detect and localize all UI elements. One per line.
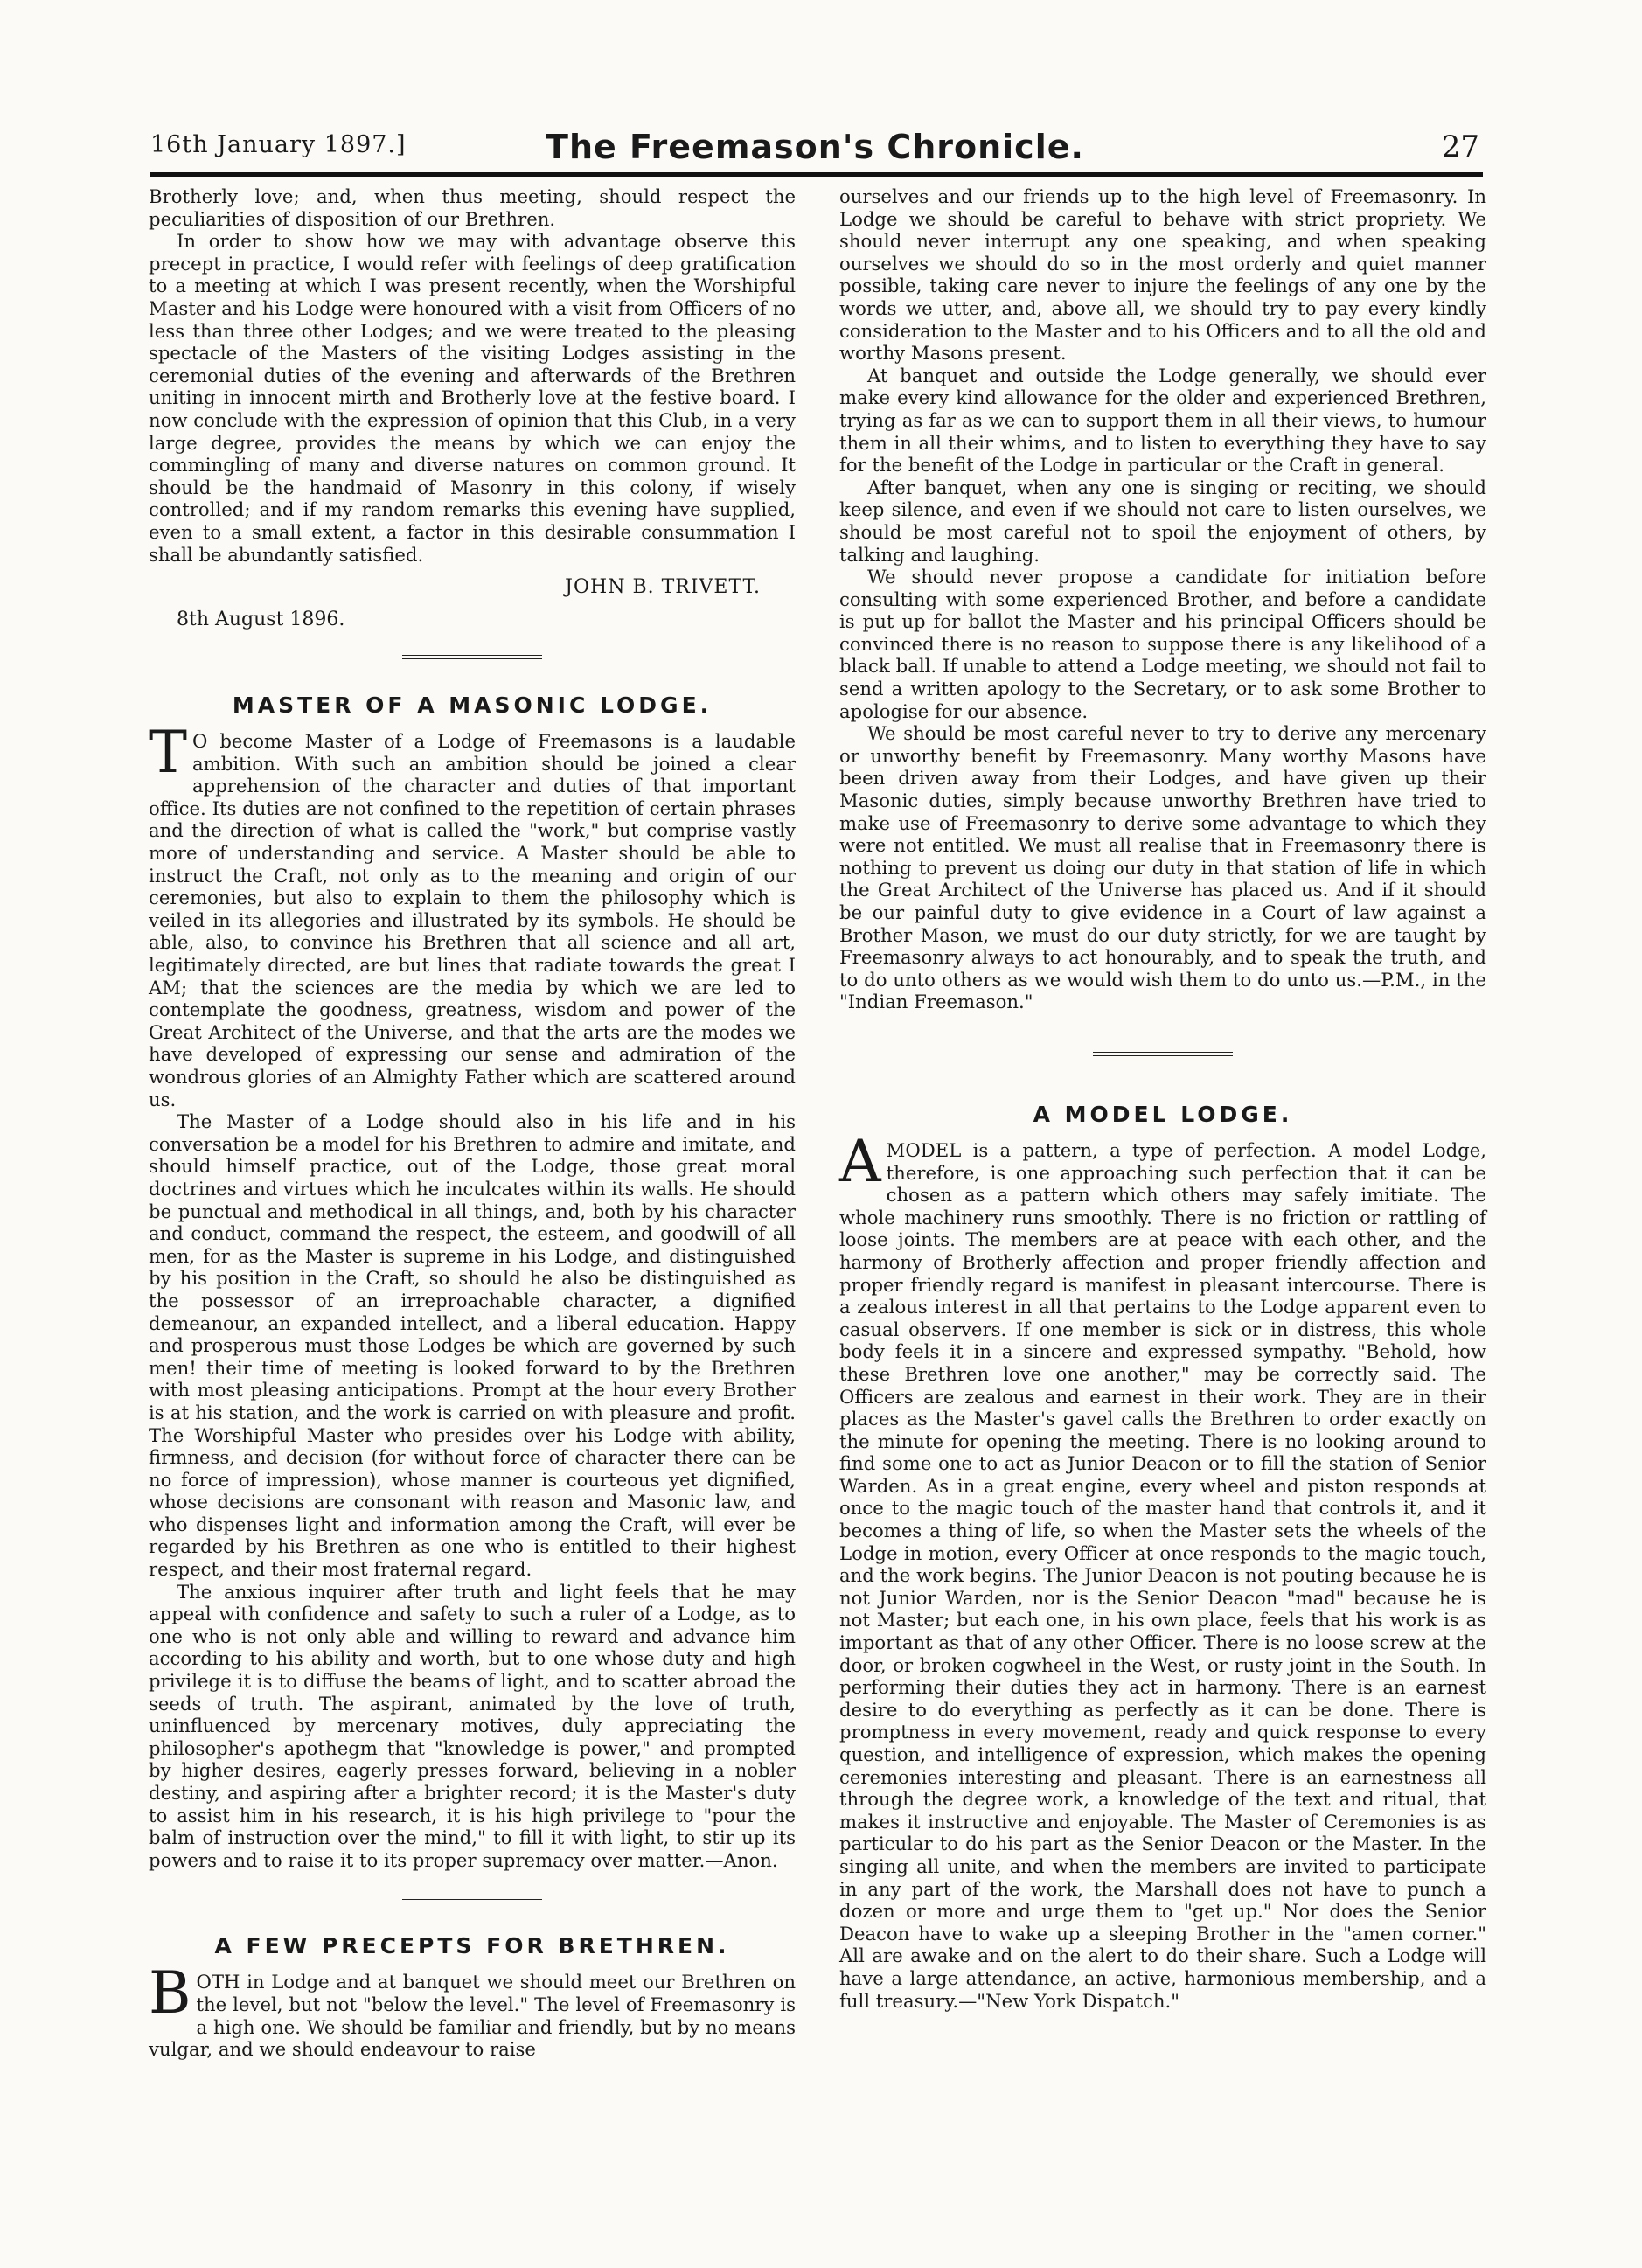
article-heading-precepts: A FEW PRECEPTS FOR BRETHREN. <box>214 1933 730 1959</box>
author-signature: JOHN B. TRIVETT. <box>565 576 761 599</box>
letter-date: 8th August 1896. <box>177 609 345 631</box>
paragraph: AMODEL is a pattern, a type of perfection. A model Lodge, therefore, is one approaching such perfection that it can be chosen as a pattern which others may safely imitiate. The whole machinery runs smoothly. There is no friction or rattling of loose joints. The members are at peace with each other, and the harmony of Brotherly affection and proper friendly affection and proper friendly regard is manifest in pleasant intercourse. There is a zealous interest in all that pertains to the Lodge apparent even to casual observers. If one member is sick or in distress, this whole body feels it in a sincere and expressed sympathy. "Behold, how these Brethren love one another," may be correctly said. The Officers are zealous and earnest in their work. They are in their places as the Master's gavel calls the Brethren to order exactly on the minute for opening the meeting. There is no looking around to find some one to act as Junior Deacon or to fill the station of Senior Warden. As in a great engine, every wheel and piston responds at once to the magic touch of the master hand that controls it, and it becomes a thing of life, so when the Master sets the wheels of the Lodge in motion, every Officer at once responds to the magic touch, and the work begins. The Junior Deacon is not pouting because he is not Junior Warden, nor is the Senior Deacon "mad" because he is not Master; but each one, in his own place, feels that his work is as important as that of any other Officer. There is no loose screw at the door, or broken cogwheel in the West, or rusty joint in the South. In performing their duties they act in harmony. There is an earnest desire to do everything as perfectly as it can be done. There is promptness in every movement, ready and quick response to every question, and intelligence of expression, which makes the opening ceremonies interesting and pleasant. There is an earnestness all through the degree work, a knowledge of the text and ritual, that makes it instructive and enjoyable. The Master of Ceremonies is as particular to do his part as the Senior Deacon or the Master. In the singing all unite, and when the members are invited to participate in any part of the work, the Marshall does not have to punch a dozen or more and urge them to "get up." Nor does the Senior Deacon have to wake up a sleeping Brother in the "amen corner." All are awake and on the alert to do their share. Such a Lodge will have a large attendance, an active, harmonious membership, and a full treasury.—"New York Dispatch." <box>839 1127 1486 2012</box>
paragraph: BOTH in Lodge and at banquet we should meet our Brethren on the level, but not "below the level." The level of Freemasonry is a high one. We should be familiar and friendly, but by no means vulgar, and we should endeavour to raise <box>149 1959 796 2061</box>
masthead-title: The Freemason's Chronicle. <box>546 128 1084 166</box>
paragraph: The anxious inquirer after truth and light feels that he may appeal with confidence and safety to such a ruler of a Lodge, as to one who is not only able and willing to reward and advance him according to his ability and worth, but to one whose duty and high privilege it is to diffuse the beams of light, and to scatter abroad the seeds of truth. The aspirant, animated by the love of truth, uninfluenced by mercenary motives, duly appreciating the philosopher's apothegm that "knowledge is power," and prompted by higher desires, eagerly presses forward, believing in a nobler destiny, and aspiring after a brighter record; it is the Master's duty to assist him in his research, it is his high privilege to "pour the balm of instruction over the mind," to fill it with light, to stir up its powers and to raise it to its proper supremacy over matter.—Anon. <box>149 1580 796 1871</box>
paragraph: In order to show how we may with advantage observe this precept in practice, I would refer with feelings of deep gratification to a meeting at which I was present recently, when the Worshipful Master and his Lodge were honoured with a visit from Officers of no less than three other Lodges; and we were treated to the pleasing spectacle of the Masters of the visiting Lodges assisting in the ceremonial duties of the evening and afterwards of the Brethren uniting in innocent mirth and Brotherly love at the festive board. I now conclude with the expression of opinion that this Club, in a very large degree, provides the means by which we can enjoy the commingling of many and diverse natures on common ground. It should be the handmaid of Masonry in this colony, if wisely controlled; and if my random remarks this evening have supplied, even to a small extent, a factor in this desirable consummation I shall be abundantly satisfied. <box>149 230 796 566</box>
section-divider <box>1093 1052 1233 1056</box>
paragraph: Brotherly love; and, when thus meeting, should respect the peculiarities of disposition of our Brethren. <box>149 185 796 230</box>
left-column <box>149 185 796 2061</box>
drop-cap: T <box>149 719 188 787</box>
article-heading-model: A MODEL LODGE. <box>1033 1101 1293 1127</box>
header-rule <box>150 172 1483 177</box>
page-number: 27 <box>1441 129 1479 164</box>
issue-date: 16th January 1897.] <box>150 131 407 158</box>
article-heading-master: MASTER OF A MASONIC LODGE. <box>232 692 713 719</box>
paragraph: At banquet and outside the Lodge generally, we should ever make every kind allowance for the older and experienced Brethren, trying as far as we can to support them in all their views, to humour them in all their whims, and to listen to everything they have to say for the benefit of the Lodge in particular or the Craft in general. <box>839 364 1486 477</box>
paragraph: ourselves and our friends up to the high level of Freemasonry. In Lodge we should be careful to behave with strict propriety. We should never interrupt any one speaking, and when speaking ourselves we should do so in the most orderly and quiet manner possible, taking care never to injure the feelings of any one by the words we utter, and, above all, we should try to pay every kindly consideration to the Master and to his Officers and to all the old and worthy Masons present. <box>839 185 1486 365</box>
paragraph: After banquet, when any one is singing or reciting, we should keep silence, and even if we should not care to listen ourselves, we should be most careful not to spoil the enjoyment of others, by talking and laughing. <box>839 476 1486 566</box>
paragraph: T O become Master of a Lodge of Freemasons is a laudable ambition. With such an ambition should be joined a clear apprehension of the character and duties of that important office. Its duties are not confined to the repetition of certain phrases and the direction of what is called the "work," but comprise vastly more of understanding and service. A Master should be able to instruct the Craft, not only as to the meaning and origin of our ceremonies, but also to explain to them the philosophy which is veiled in its allegories and illustrated by its symbols. He should be able, also, to convince his Brethren that all science and all art, legitimately directed, are but lines that radiate towards the great I AM; that the sciences are the media by which we are led to contemplate the goodness, greatness, wisdom and power of the Great Architect of the Universe, and that the arts are the modes we have developed of expressing our sense and admiration of the wondrous glories of an Almighty Father which are scattered around us. <box>149 719 796 1110</box>
drop-cap: B <box>149 1959 191 2028</box>
paragraph: We should be most careful never to try to derive any mercenary or unworthy benefit by Freemasonry. Many worthy Masons have been driven away from their Lodges, and have given up their Masonic duties, simply because unworthy Brethren have tried to make use of Freemasonry to derive some advantage to which they were not entitled. We must all realise that in Freemasonry there is nothing to prevent us doing our duty in that station of life in which the Great Architect of the Universe has placed us. And if it should be our painful duty to give evidence in a Court of law against a Brother Mason, we must do our duty strictly, for we are taught by Freemasonry always to act honourably, and to speak the truth, and to do unto others as we would wish them to do unto us.—P.M., in the "Indian Freemason." <box>839 722 1486 1013</box>
paragraph: We should never propose a candidate for initiation before consulting with some experienced Brother, and before a candidate is put up for ballot the Master and his principal Officers should be convinced there is no reason to suppose there is any likelihood of a black ball. If unable to attend a Lodge meeting, we should not fail to send a written apology to the Secretary, or to ask some Brother to apologise for our absence. <box>839 566 1486 722</box>
right-column <box>839 185 1486 2012</box>
section-divider <box>402 655 542 659</box>
section-divider <box>402 1896 542 1900</box>
page-header <box>150 128 1479 170</box>
drop-cap: A <box>839 1127 881 1195</box>
paragraph: The Master of a Lodge should also in his life and in his conversation be a model for his Brethren to admire and imitate, and should himself practice, out of the Lodge, those great moral doctrines and virtues which he inculcates within its walls. He should be punctual and methodical in all things, and, both by his character and conduct, command the respect, the esteem, and goodwill of all men, for as the Master is supreme in his Lodge, and distinguished by his position in the Craft, so should he also be distinguished as the possessor of an irreproachable character, a dignified demeanour, an expanded intellect, and a liberal education. Happy and prosperous must those Lodges be which are governed by such men! their time of meeting is looked forward to by the Brethren with most pleasing anticipations. Prompt at the hour every Brother is at his station, and the work is carried on with pleasure and profit. The Worshipful Master who presides over his Lodge with ability, firmness, and decision (for without force of character there can be no force of impression), whose manner is courteous yet dignified, whose decisions are consonant with reason and Masonic law, and who dispenses light and information among the Craft, will ever be regarded by his Brethren as one who is entitled to their highest respect, and their most fraternal regard. <box>149 1110 796 1581</box>
